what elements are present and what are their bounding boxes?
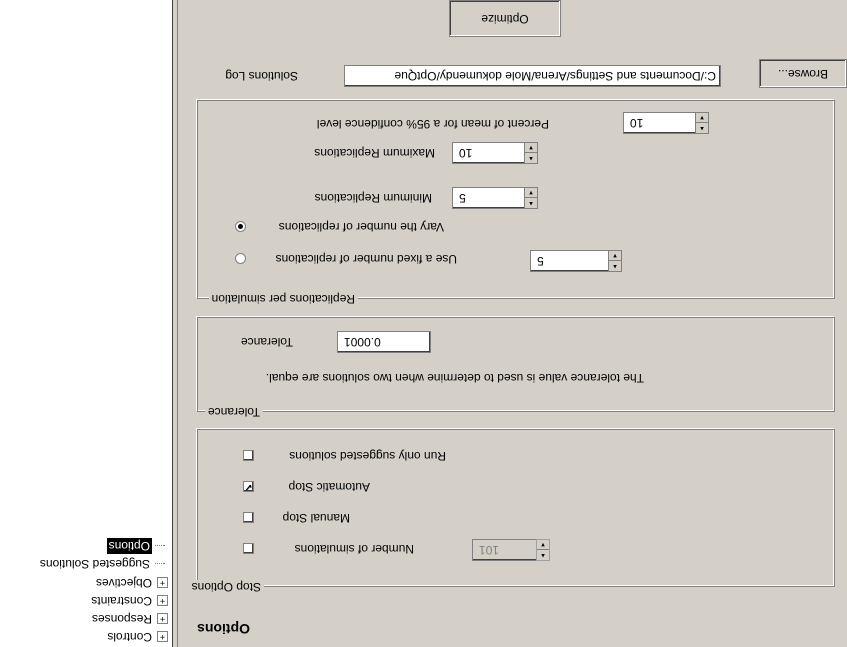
tolerance-field[interactable]: 0.0001 bbox=[337, 331, 431, 353]
tolerance-group bbox=[197, 317, 835, 419]
number-of-simulations-spinner[interactable] bbox=[536, 539, 550, 561]
tree-item-objectives[interactable] bbox=[94, 575, 168, 591]
tree-item-label: Controls bbox=[107, 630, 152, 644]
browse-button[interactable]: Browse... bbox=[759, 59, 847, 88]
automatic-stop-checkbox[interactable] bbox=[243, 481, 254, 492]
plus-icon[interactable]: + bbox=[157, 631, 168, 642]
fixed-replications-spinner[interactable] bbox=[608, 250, 622, 272]
tolerance-description: The tolerance value is used to determine when two solutions are equal. bbox=[265, 371, 644, 385]
vary-replications-label: Vary the number of replications bbox=[278, 220, 444, 234]
arrow-down-icon[interactable]: ▼ bbox=[537, 539, 549, 550]
tree-panel bbox=[0, 0, 172, 647]
plus-icon[interactable]: + bbox=[157, 577, 168, 588]
minimum-replications-field[interactable]: 5 bbox=[452, 187, 538, 209]
radio-dot-icon bbox=[238, 224, 243, 229]
tree-item-responses[interactable] bbox=[90, 611, 168, 627]
tree-item-suggested-solutions[interactable] bbox=[38, 556, 168, 572]
percent-confidence-spinner[interactable] bbox=[695, 112, 709, 134]
fixed-replications-label: Use a fixed number of replications bbox=[275, 252, 457, 266]
tree-item-label: Options bbox=[108, 539, 150, 553]
fixed-replications-radio[interactable] bbox=[235, 253, 246, 264]
manual-stop-checkbox[interactable] bbox=[243, 512, 254, 523]
tree-connector bbox=[155, 563, 165, 564]
arrow-down-icon[interactable]: ▼ bbox=[609, 250, 621, 261]
tree-connector bbox=[155, 545, 165, 546]
run-only-suggested-label: Run only suggested solutions bbox=[289, 449, 446, 463]
arrow-down-icon[interactable]: ▼ bbox=[525, 187, 537, 198]
tolerance-label: Tolerance bbox=[240, 335, 293, 349]
tree-item-constraints[interactable] bbox=[89, 593, 168, 609]
arrow-down-icon[interactable]: ▼ bbox=[696, 112, 708, 123]
arrow-up-icon[interactable]: ▲ bbox=[699, 125, 705, 131]
arrow-up-icon[interactable]: ▲ bbox=[528, 155, 534, 161]
solutions-log-label: Solutions Log bbox=[225, 69, 298, 83]
replications-legend: Replications per simulation bbox=[209, 292, 358, 306]
manual-stop-label: Manual Stop bbox=[282, 511, 350, 525]
number-of-simulations-checkbox[interactable] bbox=[243, 543, 254, 554]
arrow-down-icon[interactable]: ▼ bbox=[525, 142, 537, 153]
maximum-replications-label: Maximum Replications bbox=[314, 146, 435, 160]
tree-item-label: Suggested Solutions bbox=[39, 557, 150, 571]
number-of-simulations-label: Number of simulations bbox=[294, 542, 414, 556]
plus-icon[interactable]: + bbox=[157, 595, 168, 606]
options-panel bbox=[178, 0, 847, 647]
page-title: Options bbox=[197, 621, 250, 637]
run-only-suggested-checkbox[interactable] bbox=[243, 450, 254, 461]
tree-item-label: Objectives bbox=[95, 576, 152, 590]
vary-replications-radio[interactable] bbox=[235, 221, 246, 232]
tree-item-controls[interactable] bbox=[105, 629, 168, 645]
tree-item-label: Constraints bbox=[91, 594, 152, 608]
tolerance-legend: Tolerance bbox=[205, 405, 263, 419]
tree-item-label: Responses bbox=[91, 612, 152, 626]
percent-confidence-label: Percent of mean for a 95% confidence level bbox=[316, 117, 549, 131]
minimum-replications-spinner[interactable] bbox=[524, 187, 538, 209]
arrow-up-icon[interactable]: ▲ bbox=[612, 263, 618, 269]
automatic-stop-label: Automatic Stop bbox=[288, 480, 370, 494]
arrow-up-icon[interactable]: ▲ bbox=[528, 200, 534, 206]
stop-options-legend: Stop Options bbox=[189, 580, 264, 594]
optimize-button[interactable]: Optimize bbox=[449, 0, 561, 37]
minimum-replications-label: Minimum Replications bbox=[314, 191, 432, 205]
number-of-simulations-field[interactable]: 101 bbox=[472, 539, 550, 561]
solutions-log-path-field[interactable]: C:/Documents and Settings/Arena/Mole dokumendy/OptQue bbox=[344, 65, 721, 87]
replications-group bbox=[197, 100, 835, 306]
tree-item-options[interactable] bbox=[107, 538, 168, 554]
checkmark-icon: ✔ bbox=[244, 481, 253, 492]
plus-icon[interactable]: + bbox=[157, 613, 168, 624]
maximum-replications-spinner[interactable] bbox=[524, 142, 538, 164]
percent-confidence-field[interactable]: 10 bbox=[623, 112, 709, 134]
maximum-replications-field[interactable]: 10 bbox=[452, 142, 538, 164]
fixed-replications-field[interactable]: 5 bbox=[530, 250, 622, 272]
arrow-up-icon[interactable]: ▲ bbox=[540, 552, 546, 558]
stop-options-group bbox=[191, 429, 835, 594]
